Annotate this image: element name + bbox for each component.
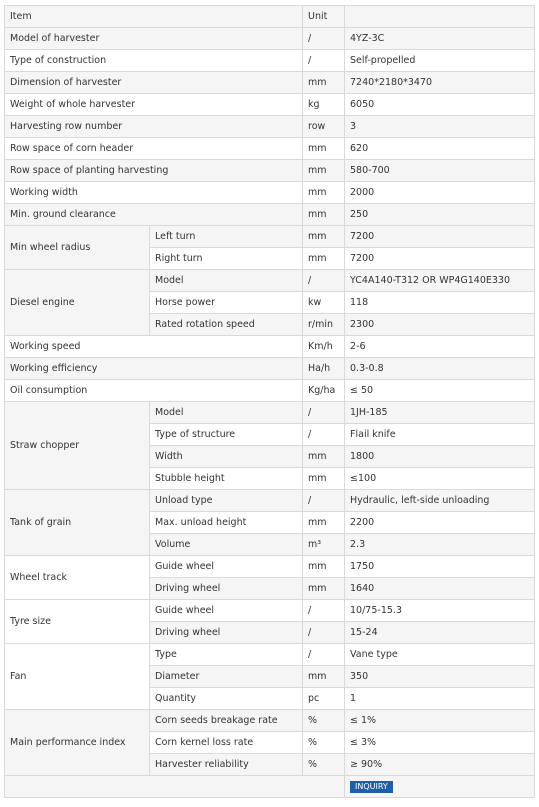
group-label: Main performance index — [5, 710, 150, 776]
row-unit: / — [303, 622, 345, 644]
row-unit: kg — [303, 94, 345, 116]
table-row — [5, 94, 535, 116]
row-label: Dimension of harvester — [5, 72, 303, 94]
table-row — [5, 644, 535, 666]
row-unit: mm — [303, 204, 345, 226]
row-value: 2300 — [345, 314, 535, 336]
row-value: 2200 — [345, 512, 535, 534]
row-label: Working efficiency — [5, 358, 303, 380]
row-unit: r/min — [303, 314, 345, 336]
row-unit: / — [303, 28, 345, 50]
table-row — [5, 402, 535, 424]
header-item: Item — [5, 6, 303, 28]
row-value: 580-700 — [345, 160, 535, 182]
table-row — [5, 226, 535, 248]
row-unit: pc — [303, 688, 345, 710]
row-value: ≥ 90% — [345, 754, 535, 776]
row-value: 7200 — [345, 248, 535, 270]
row-unit: mm — [303, 578, 345, 600]
row-unit: m³ — [303, 534, 345, 556]
row-value: 7200 — [345, 226, 535, 248]
row-label: Working width — [5, 182, 303, 204]
row-value: Flail knife — [345, 424, 535, 446]
header-unit: Unit — [303, 6, 345, 28]
sub-label: Left turn — [150, 226, 303, 248]
row-value: Vane type — [345, 644, 535, 666]
table-row — [5, 490, 535, 512]
table-row — [5, 556, 535, 578]
header-row — [5, 6, 535, 28]
group-label: Tank of grain — [5, 490, 150, 556]
row-value: ≤100 — [345, 468, 535, 490]
row-unit: % — [303, 710, 345, 732]
row-unit: / — [303, 50, 345, 72]
sub-label: Right turn — [150, 248, 303, 270]
row-value: 15-24 — [345, 622, 535, 644]
row-label: Type of construction — [5, 50, 303, 72]
group-label: Straw chopper — [5, 402, 150, 490]
row-unit: mm — [303, 248, 345, 270]
table-row — [5, 182, 535, 204]
row-value: 2-6 — [345, 336, 535, 358]
row-unit: row — [303, 116, 345, 138]
row-label: Min. ground clearance — [5, 204, 303, 226]
row-unit: / — [303, 402, 345, 424]
sub-label: Stubble height — [150, 468, 303, 490]
row-value: YC4A140-T312 OR WP4G140E330 — [345, 270, 535, 292]
sub-label: Harvester reliability — [150, 754, 303, 776]
header-value — [345, 6, 535, 28]
sub-label: Model — [150, 270, 303, 292]
row-unit: mm — [303, 138, 345, 160]
row-value: Self-propelled — [345, 50, 535, 72]
inquiry-button[interactable]: INQUIRY — [350, 781, 393, 793]
sub-label: Volume — [150, 534, 303, 556]
sub-label: Horse power — [150, 292, 303, 314]
row-unit: / — [303, 424, 345, 446]
row-unit: Kg/ha — [303, 380, 345, 402]
sub-label: Type of structure — [150, 424, 303, 446]
row-value: 1640 — [345, 578, 535, 600]
row-unit: mm — [303, 666, 345, 688]
sub-label: Rated rotation speed — [150, 314, 303, 336]
row-label: Harvesting row number — [5, 116, 303, 138]
row-unit: kw — [303, 292, 345, 314]
row-unit: mm — [303, 226, 345, 248]
table-row — [5, 50, 535, 72]
spec-table — [4, 5, 535, 798]
table-row — [5, 270, 535, 292]
row-unit: mm — [303, 468, 345, 490]
row-unit: mm — [303, 160, 345, 182]
row-unit: mm — [303, 446, 345, 468]
row-unit: % — [303, 732, 345, 754]
row-label: Row space of planting harvesting — [5, 160, 303, 182]
row-value: 250 — [345, 204, 535, 226]
row-value: 350 — [345, 666, 535, 688]
inquiry-spacer — [5, 776, 345, 798]
row-value: 2.3 — [345, 534, 535, 556]
table-row — [5, 28, 535, 50]
sub-label: Unload type — [150, 490, 303, 512]
row-value: 1800 — [345, 446, 535, 468]
sub-label: Corn seeds breakage rate — [150, 710, 303, 732]
group-label: Fan — [5, 644, 150, 710]
table-row — [5, 600, 535, 622]
row-unit: mm — [303, 556, 345, 578]
inquiry-row — [5, 776, 535, 798]
row-value: 0.3-0.8 — [345, 358, 535, 380]
row-unit: / — [303, 270, 345, 292]
sub-label: Quantity — [150, 688, 303, 710]
sub-label: Type — [150, 644, 303, 666]
row-value: ≤ 1% — [345, 710, 535, 732]
group-label: Diesel engine — [5, 270, 150, 336]
row-value: Hydraulic, left-side unloading — [345, 490, 535, 512]
row-label: Oil consumption — [5, 380, 303, 402]
row-value: 4YZ-3C — [345, 28, 535, 50]
table-row — [5, 116, 535, 138]
table-row — [5, 138, 535, 160]
row-unit: % — [303, 754, 345, 776]
row-value: 1JH-185 — [345, 402, 535, 424]
sub-label: Guide wheel — [150, 556, 303, 578]
sub-label: Max. unload height — [150, 512, 303, 534]
row-unit: Km/h — [303, 336, 345, 358]
table-row — [5, 336, 535, 358]
row-label: Weight of whole harvester — [5, 94, 303, 116]
sub-label: Model — [150, 402, 303, 424]
sub-label: Corn kernel loss rate — [150, 732, 303, 754]
sub-label: Driving wheel — [150, 622, 303, 644]
group-label: Wheel track — [5, 556, 150, 600]
sub-label: Width — [150, 446, 303, 468]
row-value: 2000 — [345, 182, 535, 204]
row-value: 6050 — [345, 94, 535, 116]
table-row — [5, 358, 535, 380]
table-row — [5, 204, 535, 226]
sub-label: Driving wheel — [150, 578, 303, 600]
row-label: Row space of corn header — [5, 138, 303, 160]
row-value: 3 — [345, 116, 535, 138]
table-row — [5, 710, 535, 732]
row-value: 620 — [345, 138, 535, 160]
row-unit: mm — [303, 182, 345, 204]
row-value: 118 — [345, 292, 535, 314]
row-unit: / — [303, 490, 345, 512]
row-value: ≤ 50 — [345, 380, 535, 402]
group-label: Tyre size — [5, 600, 150, 644]
row-value: 1750 — [345, 556, 535, 578]
table-row — [5, 380, 535, 402]
row-value: 7240*2180*3470 — [345, 72, 535, 94]
table-row — [5, 72, 535, 94]
row-value: 1 — [345, 688, 535, 710]
table-row — [5, 160, 535, 182]
row-unit: / — [303, 644, 345, 666]
group-label: Min wheel radius — [5, 226, 150, 270]
sub-label: Diameter — [150, 666, 303, 688]
row-label: Model of harvester — [5, 28, 303, 50]
sub-label: Guide wheel — [150, 600, 303, 622]
row-unit: Ha/h — [303, 358, 345, 380]
row-label: Working speed — [5, 336, 303, 358]
inquiry-cell — [345, 776, 535, 798]
row-value: 10/75-15.3 — [345, 600, 535, 622]
row-unit: / — [303, 600, 345, 622]
row-unit: mm — [303, 72, 345, 94]
row-unit: mm — [303, 512, 345, 534]
row-value: ≤ 3% — [345, 732, 535, 754]
